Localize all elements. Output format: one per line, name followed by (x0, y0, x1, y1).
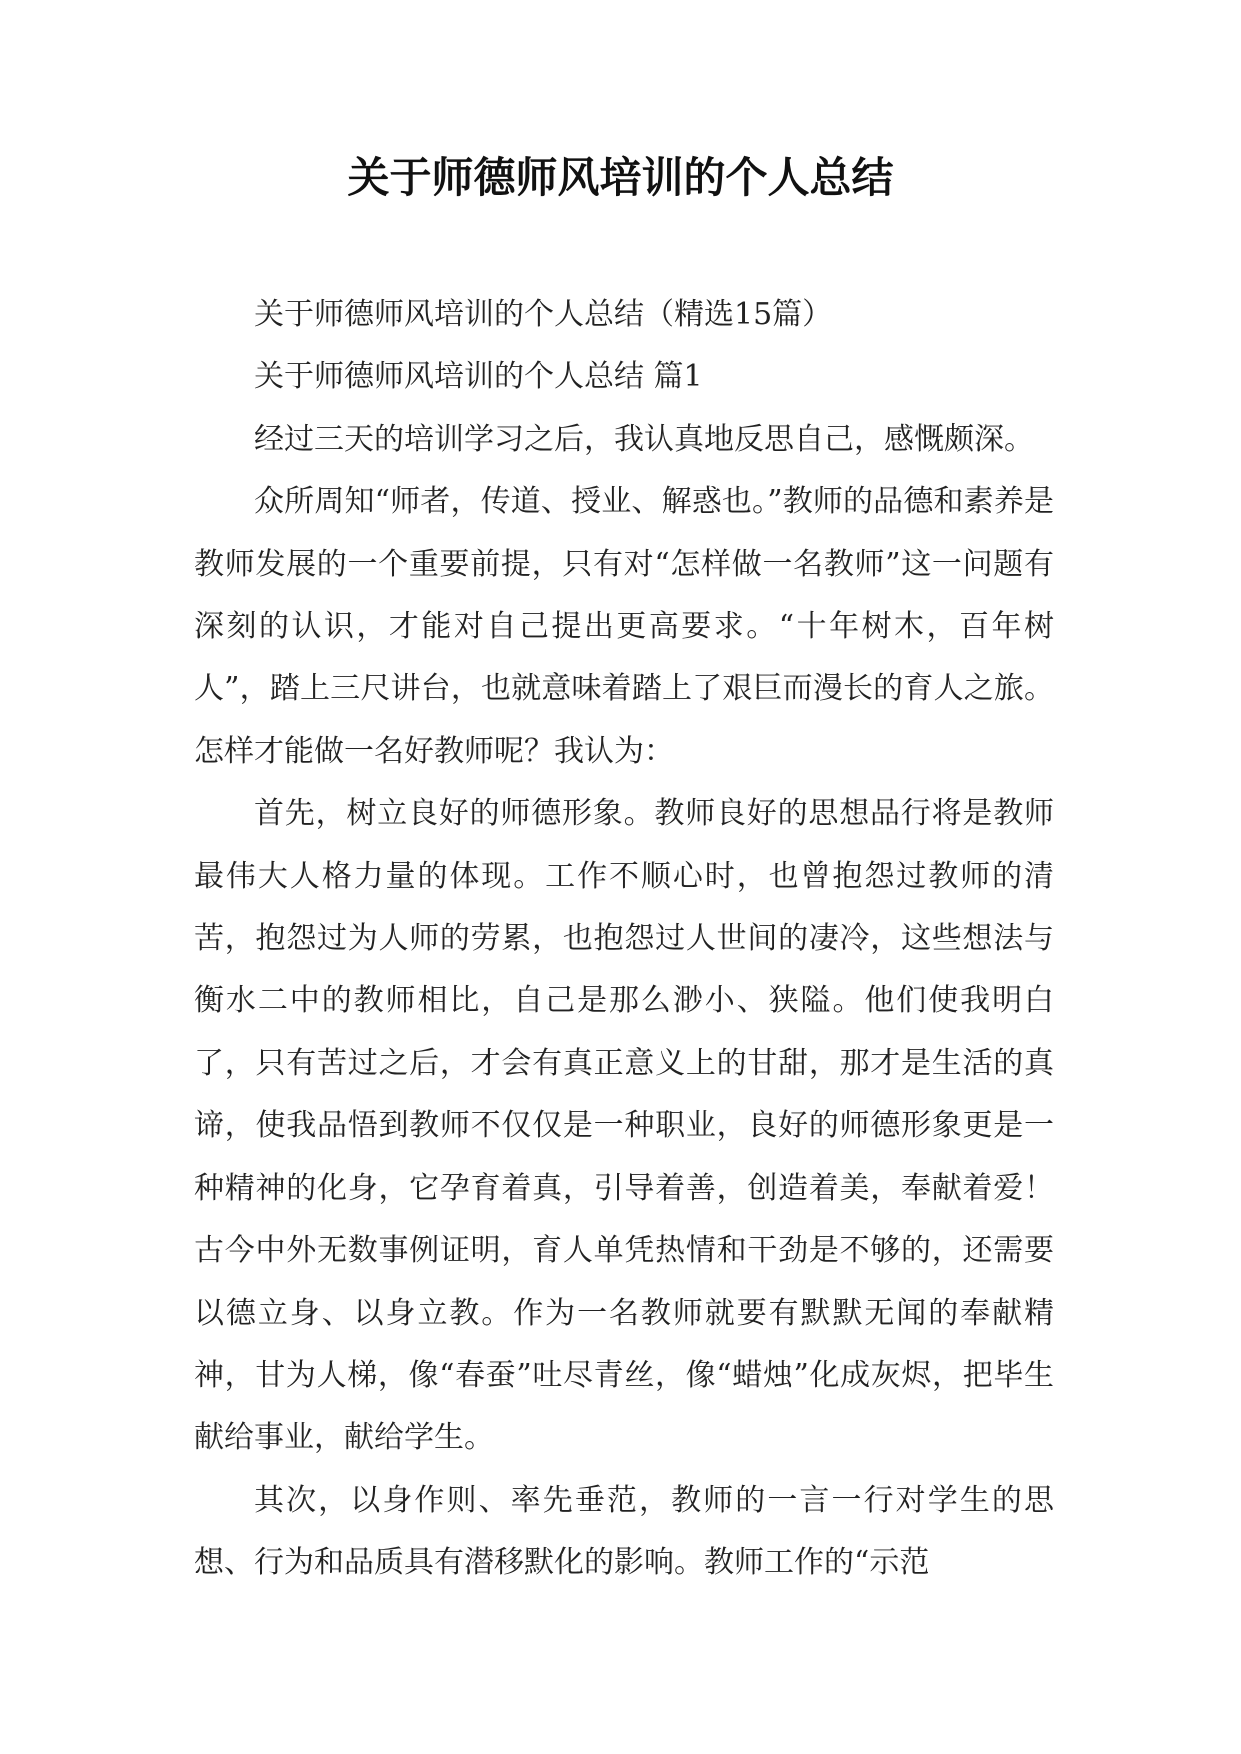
paragraph-second-point: 其次，以身作则、率先垂范，教师的一言一行对学生的思想、行为和品质具有潜移默化的影响。教师工作的“示范 (194, 1482, 1054, 1581)
document-body (194, 284, 1054, 1595)
paragraph-teacher-role: 众所周知“师者，传道、授业、解惑也。”教师的品德和素养是教师发展的一个重要前提，只有对“怎样做一名教师”这一问题有深刻的认识，才能对自己提出更高要求。“十年树木，百年树人”，踏上三尺讲台，也就意味着踏上了艰巨而漫长的育人之旅。怎样才能做一名好教师呢？我认为： (194, 484, 1054, 769)
paragraph-intro: 经过三天的培训学习之后，我认真地反思自己，感慨颇深。 (254, 421, 1034, 457)
paragraph-section-heading: 关于师德师风培训的个人总结 篇1 (254, 359, 703, 395)
paragraph-subtitle: 关于师德师风培训的个人总结（精选15篇） (254, 297, 833, 332)
paragraph-first-point: 首先，树立良好的师德形象。教师良好的思想品行将是教师最伟大人格力量的体现。工作不顺心时，也曾抱怨过教师的清苦，抱怨过为人师的劳累，也抱怨过人世间的凄冷，这些想法与衡水二中的教师相比，自己是那么渺小、狭隘。他们使我明白了，只有苦过之后，才会有真正意义上的甘甜，那才是生活的真谛，使我品悟到教师不仅仅是一种职业，良好的师德形象更是一种精神的化身，它孕育着真，引导着善，创造着美，奉献着爱！古今中外无数事例证明，育人单凭热情和干劲是不够的，还需要以德立身、以身立教。作为一名教师就要有默默无闻的奉献精神，甘为人梯，像“春蚕”吐尽青丝，像“蜡烛”化成灰烬，把毕生献给事业，献给学生。 (194, 796, 1054, 1456)
document-title: 关于师德师风培训的个人总结 (347, 153, 894, 202)
